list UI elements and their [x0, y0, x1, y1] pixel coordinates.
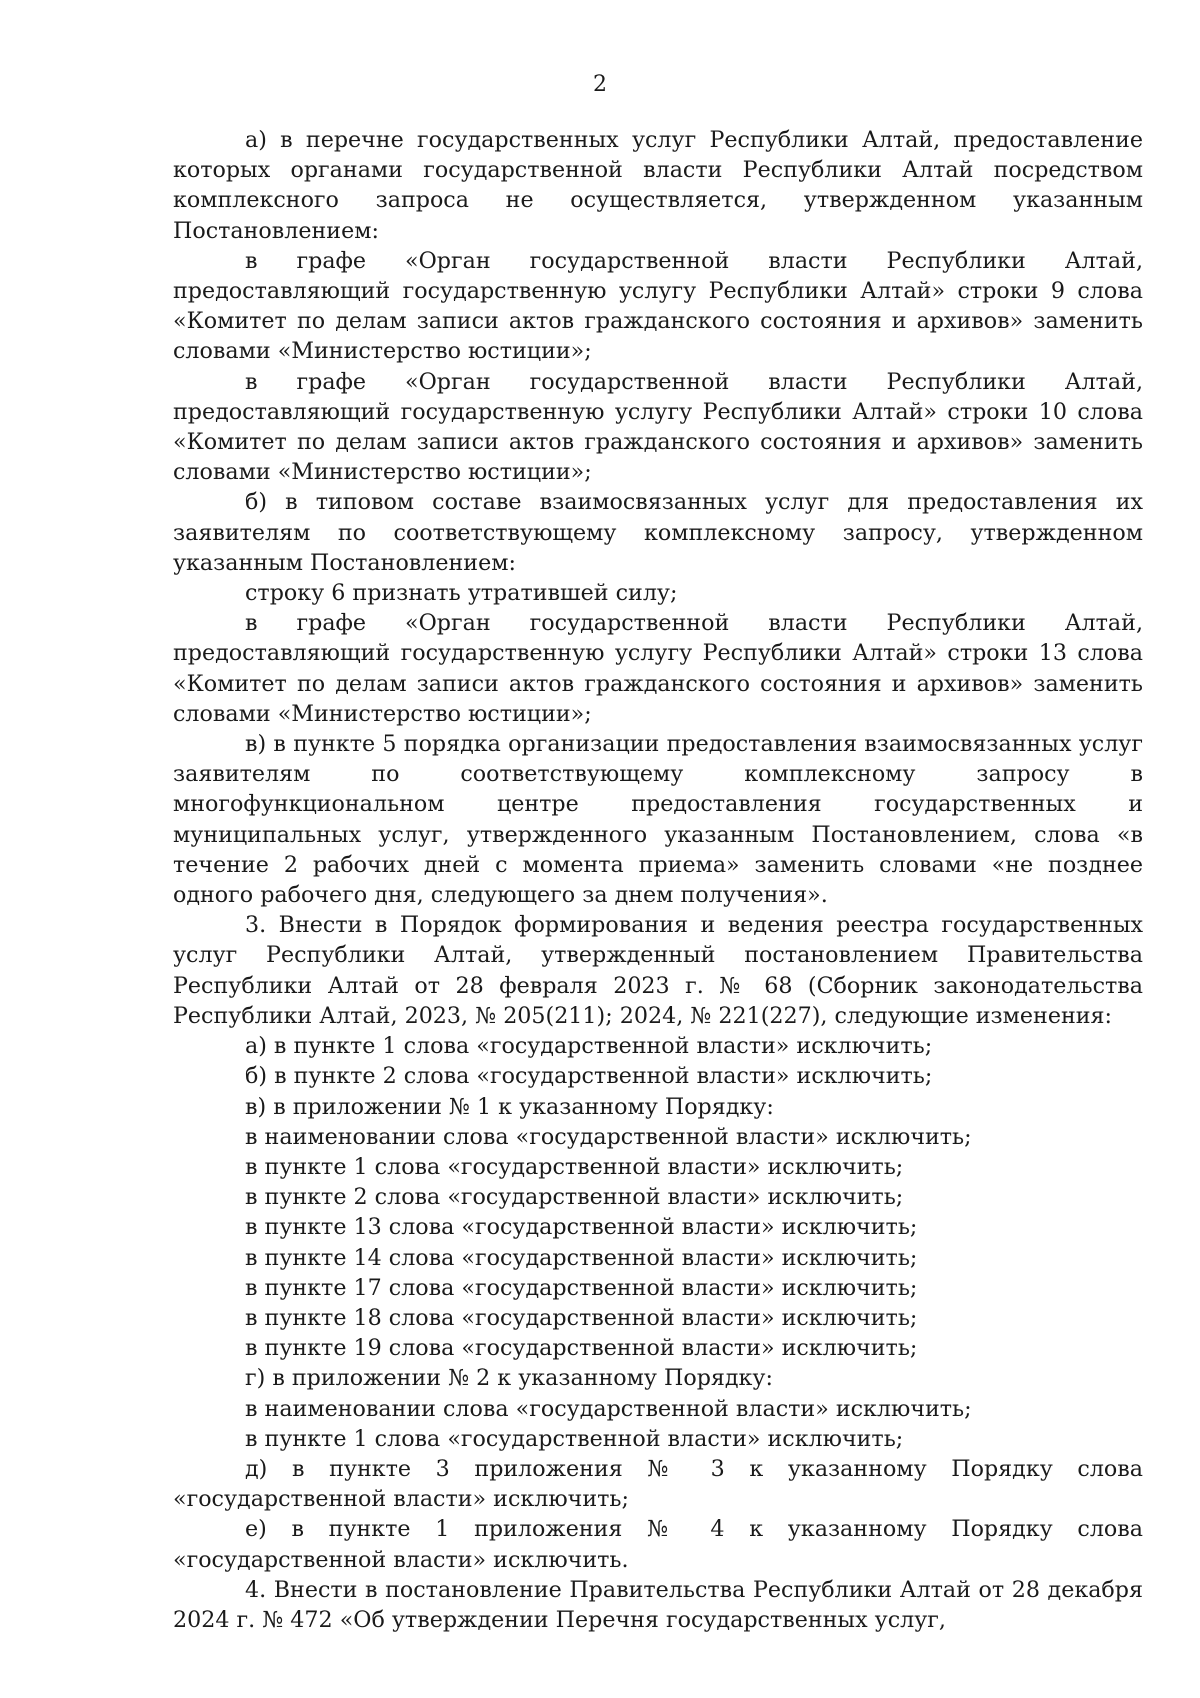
- paragraph-app1-p17: в пункте 17 слова «государственной власти» исключить;: [245, 1274, 918, 1301]
- paragraph-app1-p13: в пункте 13 слова «государственной власти» исключить;: [245, 1214, 918, 1241]
- paragraph-3a: а) в пункте 1 слова «государственной власти» исключить;: [245, 1033, 933, 1060]
- paragraph-4: 4. Внести в постановление Правительства Республики Алтай от 28 декабря 2024 г. № 472 «Об утверждении Перечня государственных услуг,: [173, 1576, 1143, 1633]
- paragraph-app1-p14: в пункте 14 слова «государственной власти» исключить;: [245, 1244, 918, 1271]
- paragraph-app1-p2: в пункте 2 слова «государственной власти» исключить;: [245, 1184, 904, 1211]
- paragraph-2v: в) в пункте 5 порядка организации предоставления взаимосвязанных услуг заявителям по соответствующему комплексному запросу в многофункциональном центре предоставления государственных и муниципальных услуг, утвержденного указанным Постановлением, слова «в течение 2 рабочих дней с момента приема» заменить словами «не позднее одного рабочего дня, следующего за днем получения».: [173, 731, 1143, 909]
- paragraph-3g: г) в приложении № 2 к указанному Порядку:: [245, 1365, 773, 1392]
- paragraph-row-9: в графе «Орган государственной власти Республики Алтай, предоставляющий государственную услугу Республики Алтай» строки 9 слова «Комитет по делам записи актов гражданского состояния и архивов» заменить словами «Министерство юстиции»;: [173, 247, 1143, 365]
- paragraph-app1-p19: в пункте 19 слова «государственной власти» исключить;: [245, 1335, 918, 1362]
- paragraph-app1-p1: в пункте 1 слова «государственной власти» исключить;: [245, 1153, 904, 1180]
- paragraph-2b: б) в типовом составе взаимосвязанных услуг для предоставления их заявителям по соответствующему комплексному запросу, утвержденном указанным Постановлением:: [173, 489, 1143, 576]
- paragraph-app2-name: в наименовании слова «государственной власти» исключить;: [245, 1395, 972, 1422]
- paragraph-3b: б) в пункте 2 слова «государственной власти» исключить;: [245, 1063, 933, 1090]
- paragraph-2a: а) в перечне государственных услуг Республики Алтай, предоставление которых органами государственной власти Республики Алтай посредством комплексного запроса не осуществляется, утвержденном указанным Постановлением:: [173, 127, 1143, 244]
- paragraph-row-10: в графе «Орган государственной власти Республики Алтай, предоставляющий государственную услугу Республики Алтай» строки 10 слова «Комитет по делам записи актов гражданского состояния и архивов» заменить словами «Министерство юстиции»;: [173, 368, 1143, 486]
- paragraph-app2-p1: в пункте 1 слова «государственной власти» исключить;: [245, 1425, 904, 1452]
- paragraph-3d: д) в пункте 3 приложения № 3 к указанному Порядку слова «государственной власти» исключить;: [173, 1455, 1143, 1513]
- paragraph-row-13: в графе «Орган государственной власти Республики Алтай, предоставляющий государственную услугу Республики Алтай» строки 13 слова «Комитет по делам записи актов гражданского состояния и архивов» заменить словами «Министерство юстиции»;: [173, 610, 1143, 727]
- paragraph-3e: е) в пункте 1 приложения № 4 к указанному Порядку слова «государственной власти» исключить.: [173, 1516, 1143, 1573]
- page-number: 2: [593, 72, 607, 97]
- paragraph-3: 3. Внести в Порядок формирования и ведения реестра государственных услуг Республики Алтай, утвержденный постановлением Правительства Республики Алтай от 28 февраля 2023 г. № 68 (Сборник законодательства Республики Алтай, 2023, № 205(211); 2024, № 221(227), следующие изменения:: [173, 912, 1143, 1029]
- paragraph-app1-p18: в пункте 18 слова «государственной власти» исключить;: [245, 1304, 918, 1331]
- paragraph-row-6: строку 6 признать утратившей силу;: [245, 580, 678, 607]
- document-body: [173, 125, 1143, 1635]
- paragraph-3v: в) в приложении № 1 к указанному Порядку:: [245, 1093, 774, 1120]
- paragraph-app1-name: в наименовании слова «государственной власти» исключить;: [245, 1123, 972, 1150]
